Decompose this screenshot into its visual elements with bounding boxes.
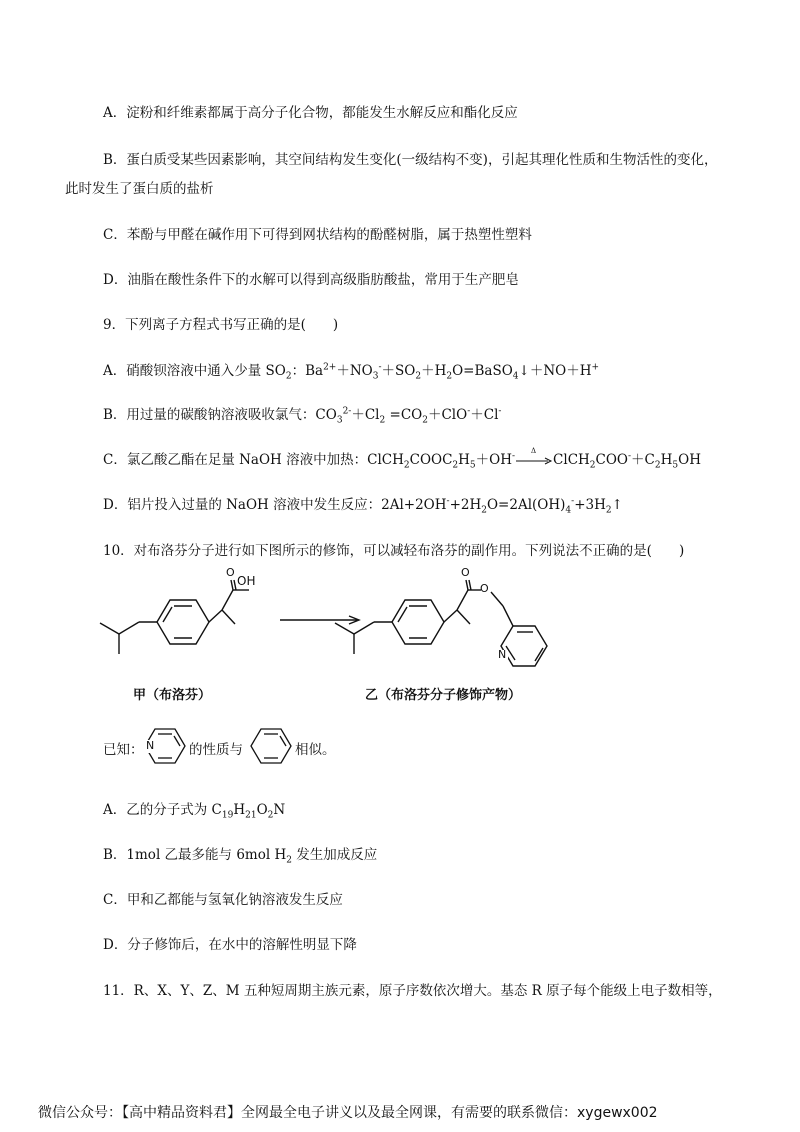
q11-stem: 11．R、X、Y、Z、M 五种短周期主族元素，原子序数依次增大。基态 R 原子每个能级上电子数相等， [103,983,722,999]
q10-option-b: B．1mol 乙最多能与 6mol $H_2$ 发生加成反应 [103,847,378,866]
pyridine-n-label: N [498,648,507,661]
pyridine-n-atom: N [146,739,155,752]
q9-option-c: C．氯乙酸乙酯在足量 NaOH 溶液中加热：$ClCH_2COOC_2H_5+OH^-$ Δ $ClCH_2COO^-+C_2H_5OH$ [103,447,701,471]
q8-option-d: D．油脂在酸性条件下的水解可以得到高级脂肪酸盐，常用于生产肥皂 [103,272,519,288]
q9-option-a: A．硝酸钡溶液中通入少量 $SO_2$：$Ba^{2+}+NO_3^-+SO_2+H_2O=BaSO_4↓+NO+H^+$ [103,362,600,382]
footer-banner: 微信公众号：【高中精品资料君】全网最全电子讲义以及最全网课，有需要的联系微信：xygewx002 [38,1105,658,1121]
q10-option-d: D．分子修饰后，在水中的溶解性明显下降 [103,937,357,953]
q9-stem: 9．下列离子方程式书写正确的是( ) [103,317,339,333]
ester-o-label: O [480,582,489,595]
q10-option-c: C．甲和乙都能与氢氧化钠溶液发生反应 [103,892,343,908]
q8-option-b-line1: B．蛋白质受某些因素影响，其空间结构发生变化(一级结构不变)，引起其理化性质和生物活性的变化， [103,152,718,168]
q8-option-c: C．苯酚与甲醛在碱作用下可得到网状结构的酚醛树脂，属于热塑性塑料 [103,227,532,243]
known-prefix: 已知： [103,742,144,758]
q9-option-d: D．铝片投入过量的 NaOH 溶液中发生反应：$2Al+2OH^-+2H_2O=2Al(OH)_4^-+3H_2↑$ [103,496,623,516]
carbonyl-o-label-left: O [226,566,235,579]
q8-option-a: A．淀粉和纤维素都属于高分子化合物，都能发生水解反应和酯化反应 [103,105,518,121]
caption-modified-product: 乙（布洛芬分子修饰产物） [365,688,522,703]
q10-option-a: A．乙的分子式为 $C_{19}H_{21}O_2N$ [103,802,286,821]
known-mid: 的性质与 [189,742,243,758]
ibuprofen-reaction-figure [95,566,565,708]
oh-label: OH [237,574,256,588]
carbonyl-o-label-right: O [461,566,470,579]
known-suffix: 相似。 [295,742,336,758]
caption-ibuprofen: 甲（布洛芬） [133,688,212,703]
q8-option-b-line2: 此时发生了蛋白质的盐析 [65,181,214,197]
q9-option-b: B．用过量的碳酸钠溶液吸收氯气：$CO_3^{2-}+Cl_2 =CO_2+ClO^-+Cl^-$ [103,406,502,426]
benzene-structure [249,725,293,767]
q10-stem: 10．对布洛芬分子进行如下图所示的修饰，可以减轻布洛芬的副作用。下列说法不正确的是( ) [103,543,685,559]
